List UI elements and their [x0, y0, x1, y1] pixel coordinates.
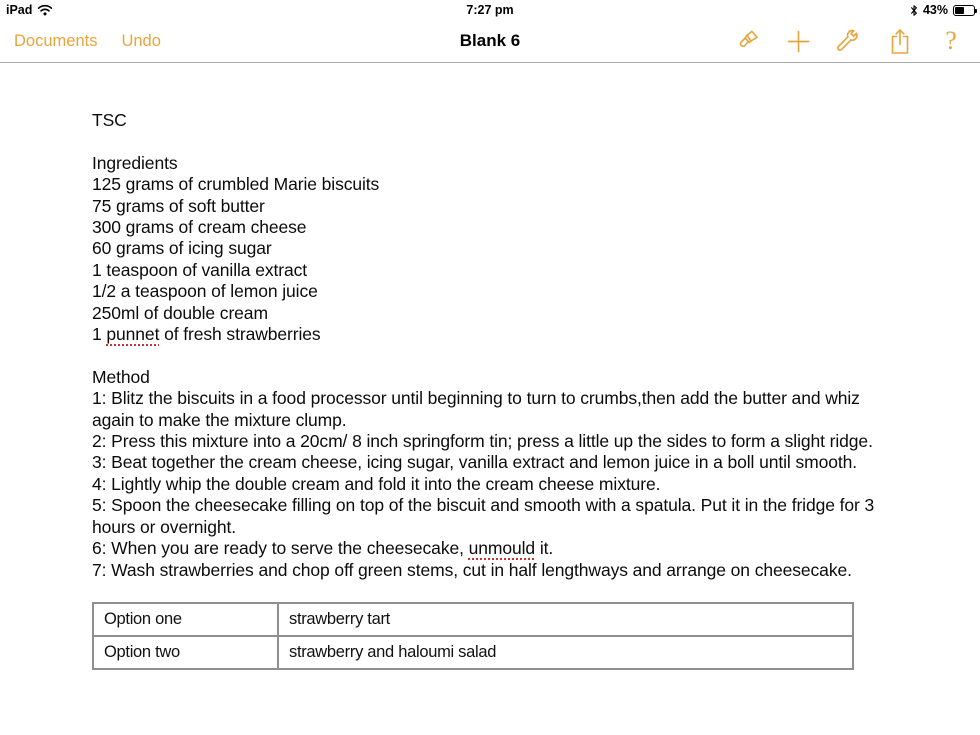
help-button[interactable] — [938, 27, 964, 55]
text-segment: 1 — [92, 324, 107, 345]
document-text — [92, 110, 886, 581]
text-segment: of fresh strawberries — [159, 324, 321, 345]
tools-button[interactable] — [836, 27, 862, 55]
share-button[interactable] — [887, 27, 913, 55]
wrench-icon — [837, 29, 862, 54]
document-canvas[interactable] — [0, 63, 980, 735]
battery-percent-label: 43% — [922, 3, 948, 17]
battery-fill — [955, 7, 964, 14]
ingredient-line: 125 grams of crumbled Marie biscuits — [92, 174, 380, 195]
device-label: iPad — [6, 3, 33, 17]
table-cell-option[interactable]: Option one — [93, 603, 278, 636]
ingredient-line: 60 grams of icing sugar — [92, 238, 272, 259]
format-button[interactable] — [734, 27, 760, 55]
toolbar — [0, 20, 980, 63]
ingredient-line: 1/2 a teaspoon of lemon juice — [92, 281, 318, 302]
ingredient-line-punnet — [92, 324, 886, 345]
table-cell-value[interactable]: strawberry and haloumi salad — [278, 636, 853, 669]
method-step: 3: Beat together the cream cheese, icing sugar, vanilla extract and lemon juice in a boll until smooth. — [92, 452, 857, 473]
ingredient-line: 75 grams of soft butter — [92, 195, 265, 216]
method-step: 2: Press this mixture into a 20cm/ 8 inch springform tin; press a little up the sides to form a slight ridge. — [92, 431, 873, 452]
ingredient-line: 300 grams of cream cheese — [92, 217, 307, 238]
undo-button[interactable]: Undo — [121, 31, 161, 50]
method-header: Method — [92, 366, 150, 387]
ingredient-line: 1 teaspoon of vanilla extract — [92, 259, 308, 280]
documents-button[interactable]: Documents — [14, 31, 98, 50]
document-title: Blank 6 — [459, 31, 521, 50]
question-mark-icon: ? — [945, 26, 957, 55]
method-step: 1: Blitz the biscuits in a food processor until beginning to turn to crumbs,then add the butter and whiz again to make the mixture clump. — [92, 388, 860, 430]
table-cell-value[interactable]: strawberry tart — [278, 603, 853, 636]
blank-line — [92, 345, 886, 366]
text-segment: it. — [535, 538, 554, 559]
plus-icon — [786, 29, 811, 54]
blank-line — [92, 131, 886, 152]
text-segment: 6: When you are ready to serve the cheesecake, — [92, 538, 469, 559]
options-table — [92, 602, 854, 670]
share-icon — [889, 28, 911, 55]
battery-icon — [953, 5, 975, 16]
method-step-unmould — [92, 538, 886, 559]
misspelled-word: unmould — [468, 538, 536, 559]
paintbrush-icon — [735, 29, 760, 54]
table-row — [93, 603, 853, 636]
toolbar-left — [0, 32, 161, 51]
misspelled-word: punnet — [106, 324, 160, 345]
ingredient-line: 250ml of double cream — [92, 302, 268, 323]
toolbar-right — [734, 27, 980, 55]
status-bar — [0, 0, 980, 20]
table-row — [93, 636, 853, 669]
method-step: 5: Spoon the cheesecake filling on top of the biscuit and smooth with a spatula. Put it in the fridge for 3 hours or overnight. — [92, 495, 875, 537]
status-time: 7:27 pm — [466, 3, 514, 17]
method-step: 7: Wash strawberries and chop off green stems, cut in half lengthways and arrange on cheesecake. — [92, 559, 852, 580]
method-step: 4: Lightly whip the double cream and fold it into the cream cheese mixture. — [92, 473, 661, 494]
battery-nub — [975, 9, 977, 13]
insert-button[interactable] — [785, 27, 811, 55]
table-cell-option[interactable]: Option two — [93, 636, 278, 669]
ingredients-header: Ingredients — [92, 152, 178, 173]
doc-title-line: TSC — [92, 110, 127, 130]
